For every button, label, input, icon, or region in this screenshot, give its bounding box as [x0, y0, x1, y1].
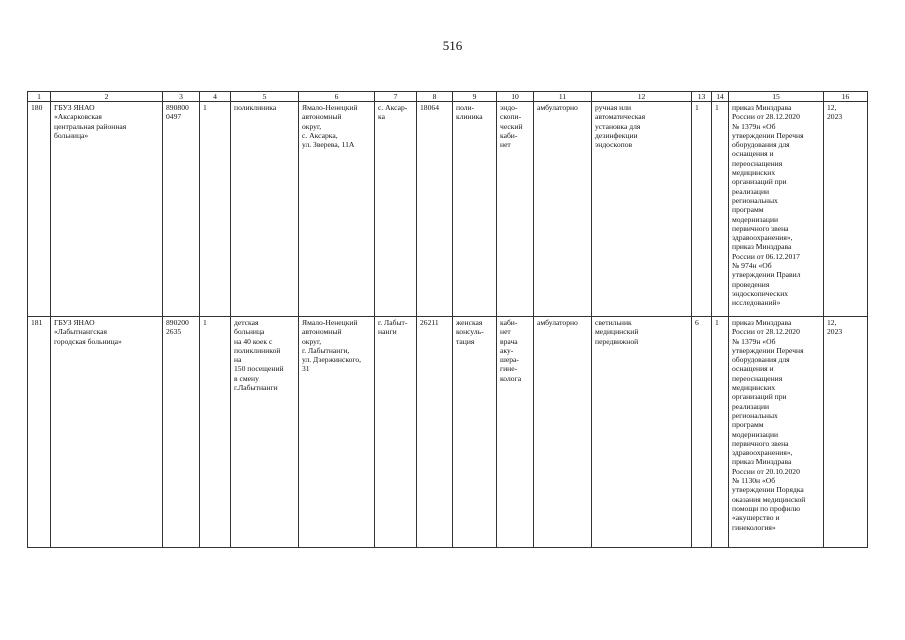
page-number: 516	[442, 38, 463, 53]
column-header: 1	[28, 92, 51, 102]
column-header: 5	[231, 92, 299, 102]
column-header: 2	[51, 92, 163, 102]
equipment-name: ручная или автоматическая установка для дезинфекции эндоскопов	[592, 102, 692, 317]
column-header: 15	[729, 92, 824, 102]
settlement-code: 26211	[417, 317, 453, 548]
settlement-name: г. Лабыт- нанги	[375, 317, 417, 548]
column-header: 9	[453, 92, 497, 102]
facility-name: детская больница на 40 коек с поликлиникой на 150 посещений в смену г.Лабытнанги	[231, 317, 299, 548]
column-header: 16	[824, 92, 868, 102]
column-header: 11	[534, 92, 592, 102]
care-conditions: амбулаторно	[534, 317, 592, 548]
column-header: 13	[692, 92, 712, 102]
legal-basis: приказ Минздрава России от 28.12.2020 № 1379н «Об утверждении Перечня оборудования для оснащения и переоснащения медицинских организаций при реализации региональных программ модернизации первичного звена здравоохранения», приказ Минздрава России от 20.10.2020 № 1130н «Об утверждении Порядка оказания медицинской помощи по профилю «акушерство и гинекология»	[729, 317, 824, 548]
column-header: 7	[375, 92, 417, 102]
equipment-table	[27, 91, 868, 548]
cell-col-4: 1	[200, 102, 231, 317]
term: 12, 2023	[824, 102, 868, 317]
header-row	[28, 92, 868, 102]
column-header: 6	[299, 92, 375, 102]
unit-name: поли- клиника	[453, 102, 497, 317]
cell-col-14: 1	[712, 102, 729, 317]
column-header: 14	[712, 92, 729, 102]
cell-col-14: 1	[712, 317, 729, 548]
table-row	[28, 317, 868, 548]
row-number: 181	[28, 317, 51, 548]
column-header: 4	[200, 92, 231, 102]
equipment-name: светильник медицинский передвижной	[592, 317, 692, 548]
legal-basis: приказ Минздрава России от 28.12.2020 № 1379н «Об утверждении Перечня оборудования для оснащения и переоснащения медицинских организаций при реализации региональных программ модернизации первичного звена здравоохранения», приказ Минздрава России от 06.12.2017 № 974н «Об утверждении Правил проведения эндоскопических исследований»	[729, 102, 824, 317]
column-header: 8	[417, 92, 453, 102]
table-row	[28, 102, 868, 317]
organization-code: 890800 0497	[163, 102, 200, 317]
organization-name: ГБУЗ ЯНАО «Лабытнангская городская больница»	[51, 317, 163, 548]
settlement-code: 18064	[417, 102, 453, 317]
column-header: 10	[497, 92, 534, 102]
organization-name: ГБУЗ ЯНАО «Аксарковская центральная районная больница»	[51, 102, 163, 317]
cell-col-4: 1	[200, 317, 231, 548]
cell-col-13: 1	[692, 102, 712, 317]
cabinet-name: эндо- скопи- ческий каби- нет	[497, 102, 534, 317]
settlement-name: с. Аксар- ка	[375, 102, 417, 317]
unit-name: женская консуль- тация	[453, 317, 497, 548]
column-header: 12	[592, 92, 692, 102]
column-header: 3	[163, 92, 200, 102]
cabinet-name: каби- нет врача аку- шера- гине- колога	[497, 317, 534, 548]
row-number: 180	[28, 102, 51, 317]
organization-code: 890200 2635	[163, 317, 200, 548]
cell-col-13: 6	[692, 317, 712, 548]
care-conditions: амбулаторно	[534, 102, 592, 317]
facility-address: Ямало-Ненецкий автономный округ, с. Аксарка, ул. Зверева, 11А	[299, 102, 375, 317]
term: 12, 2023	[824, 317, 868, 548]
facility-address: Ямало-Ненецкий автономный округ, г. Лабытнанги, ул. Дзержинского, 31	[299, 317, 375, 548]
facility-name: поликлиника	[231, 102, 299, 317]
